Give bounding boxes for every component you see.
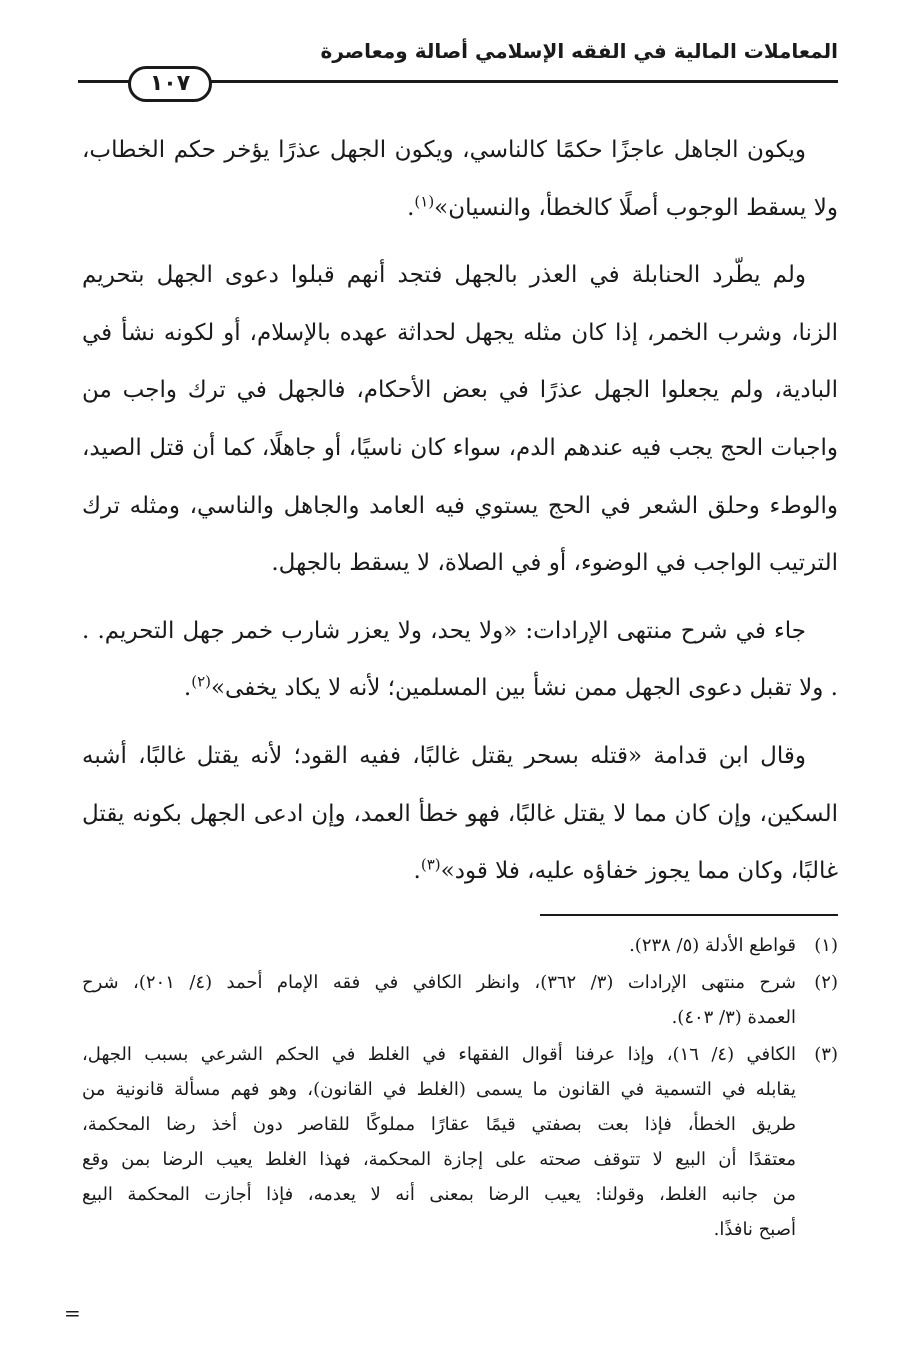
footnote-3-line: معتقدًا أن البيع لا تتوقف صحته على إجازة المحكمة، فهذا الغلط يعيب الرضا بمن وقع (82, 1149, 796, 1170)
paragraph-3 (82, 603, 838, 718)
footnote-1-line: قواطع الأدلة (٥/ ٢٣٨). (629, 935, 796, 956)
footnotes (82, 928, 838, 1249)
continuation-mark: = (64, 1301, 81, 1325)
footnote-ref-3: (٣) (420, 855, 441, 874)
paragraph-4-text: وقال ابن قدامة «قتله بسحر يقتل غالبًا، ففيه القود؛ لأنه يقتل غالبًا، أشبه السكين، وإن كان مما لا يقتل غالبًا، فهو خطأ العمد، وإن ادعى الجهل بكونه يقتل غالبًا، وكان مما يجوز خفاؤه عليه، فلا قود» (82, 742, 838, 885)
paragraph-1-end: . (407, 194, 415, 221)
footnote-3-line: أصبح نافذًا. (713, 1219, 796, 1240)
footnote-2-line: شرح منتهى الإرادات (٣/ ٣٦٢)، وانظر الكافي في فقه الإمام أحمد (٤/ ٢٠١)، شرح (82, 972, 797, 993)
running-header-title: المعاملات المالية في الفقه الإسلامي أصالة ومعاصرة (320, 39, 838, 63)
paragraph-4 (82, 728, 838, 901)
footnote-2 (82, 965, 838, 1035)
paragraph-3-end: . (183, 675, 192, 702)
footnote-2-number: (٢) (814, 972, 838, 993)
footnote-ref-1: (١) (414, 191, 435, 210)
paragraph-2-text: ولم يطّرد الحنابلة في العذر بالجهل فتجد أنهم قبلوا دعوى الجهل بتحريم الزنا، وشرب الخمر، إذا كان مثله يجهل لحداثة عهده بالإسلام، أو لكونه نشأ في البادية، ولم يجعلوا الجهل عذرًا في بعض الأحكام، فالجهل في ترك واجب من واجبات الحج يجب فيه عندهم الدم، سواء كان ناسيًا، أو جاهلًا، كما أن قتل الصيد، والوطء وحلق الشعر في الحج يستوي فيه العامد والجاهل والناسي، ومثله ترك الترتيب الواجب في الوضوء، أو في الصلاة، لا يسقط بالجهل. (82, 262, 838, 577)
footnote-3-line: من جانبه الغلط، وقولنا: يعيب الرضا بمعنى أنه لا يعدمه، فإذا أجازت المحكمة البيع (82, 1184, 796, 1205)
footnote-3 (82, 1037, 838, 1247)
footnote-ref-2: (٢) (191, 672, 211, 691)
footnote-separator (540, 914, 838, 916)
footnote-1-body (82, 928, 796, 963)
footnote-3-body (82, 1037, 796, 1247)
paragraph-1 (82, 122, 838, 237)
footnote-3-number: (٣) (814, 1044, 838, 1065)
paragraph-2 (82, 247, 838, 593)
footnote-3-line: الكافي (٤/ ١٦)، وإذا عرفنا أقوال الفقهاء في الغلط في الحكم الشرعي بسبب الجهل، (82, 1044, 796, 1065)
footnote-1 (82, 928, 838, 963)
footnote-3-line: طريق الخطأ، فإذا بعت بصفتي قيمًا عقارًا مملوكًا للقاصر دون أخذ رضا المحكمة، (82, 1114, 796, 1135)
footnote-1-number: (١) (814, 935, 838, 956)
footnote-2-line: العمدة (٣/ ٤٠٣). (671, 1007, 796, 1028)
paragraph-4-end: . (413, 858, 421, 885)
paragraph-3-text: جاء في شرح منتهى الإرادات: «ولا يحد، ولا يعزر شارب خمر جهل التحريم. . . ولا تقبل دعوى الجهل ممن نشأ بين المسلمين؛ لأنه لا يكاد يخفى» (82, 617, 838, 702)
body-text (82, 122, 838, 911)
footnote-3-line: يقابله في التسمية في القانون ما يسمى (الغلط في القانون)، وهو فهم مسألة قانونية من (82, 1079, 796, 1100)
paragraph-1-text: ويكون الجاهل عاجزًا حكمًا كالناسي، ويكون الجهل عذرًا يؤخر حكم الخطاب، ولا يسقط الوجوب أصلًا كالخطأ، والنسيان» (82, 137, 838, 221)
page-number-badge: ١٠٧ (128, 66, 212, 102)
footnote-2-body (82, 965, 796, 1035)
